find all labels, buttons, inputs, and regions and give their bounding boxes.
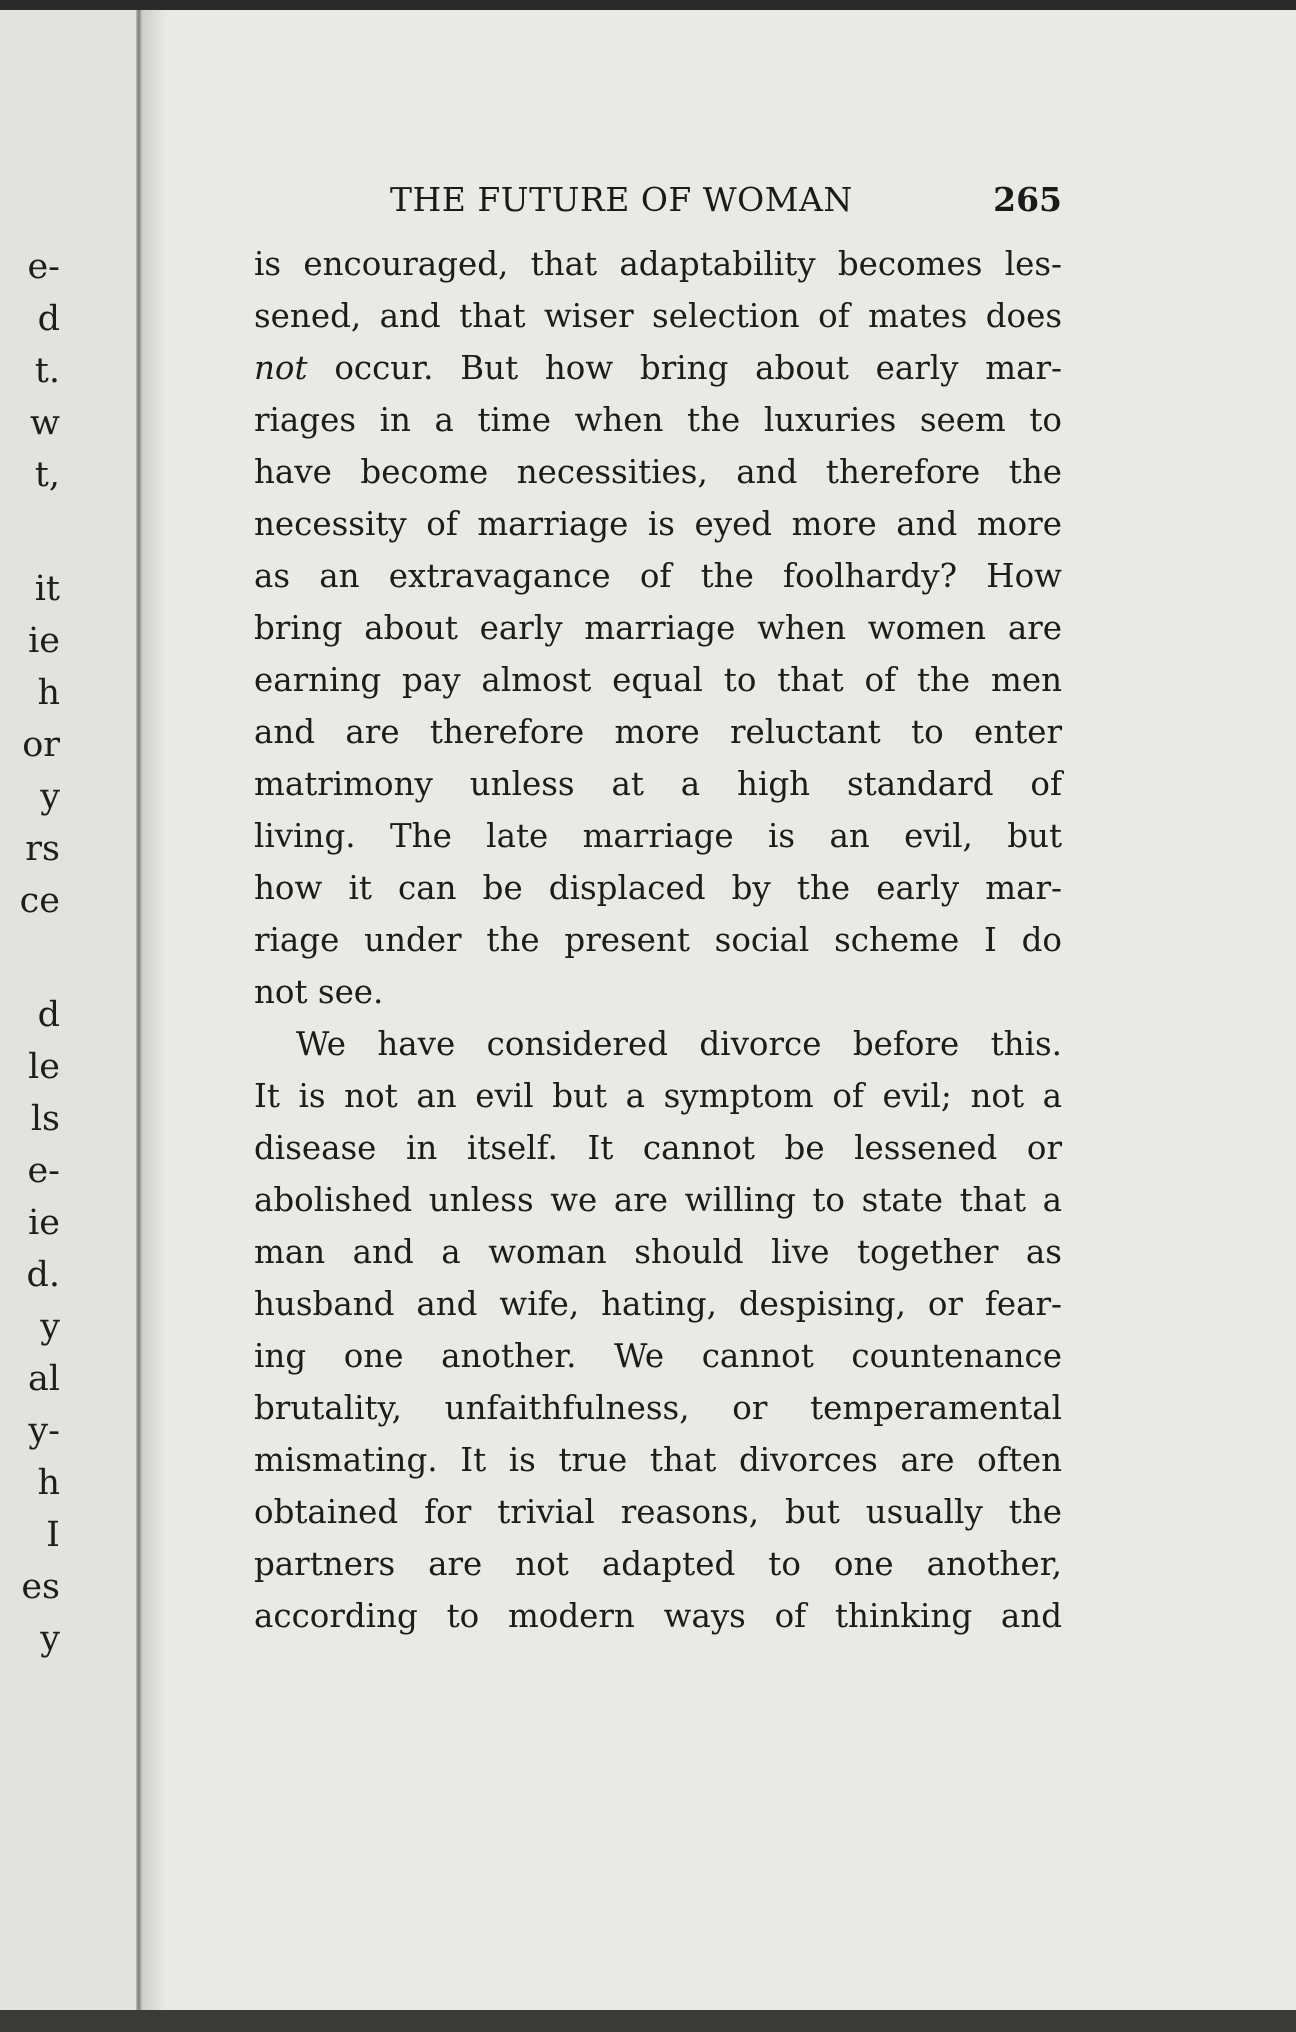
left-fragment: e- [27,247,60,287]
text-line-rest: occur. But how bring about early mar- [334,349,1062,387]
italic-word: not [254,349,308,387]
left-fragment: w [30,403,60,443]
left-fragment: h [37,1463,60,1503]
text-line: living. The late marriage is an evil, but [254,817,1062,855]
left-fragment: y [40,1307,60,1347]
running-head-title: THE FUTURE OF WOMAN [390,180,853,219]
text-line: earning pay almost equal to that of the men [254,661,1062,699]
page-number: 265 [993,180,1062,219]
left-fragment: e- [27,1151,60,1191]
text-line: mismating. It is true that divorces are often [254,1441,1062,1479]
left-fragment: or [22,725,60,765]
text-line: necessity of marriage is eyed more and more [254,505,1062,543]
text-line: abolished unless we are willing to state that a [254,1181,1062,1219]
left-fragment: ce [19,881,60,921]
left-fragment: d [37,299,60,339]
text-line: brutality, unfaithfulness, or temperamental [254,1389,1062,1427]
left-fragment: I [46,1515,60,1555]
text-line: sened, and that wiser selection of mates does [254,297,1062,335]
text-line: partners are not adapted to one another, [254,1545,1062,1583]
text-line: disease in itself. It cannot be lessened or [254,1129,1062,1167]
text-line: not see. [254,973,384,1011]
text-line: ing one another. We cannot countenance [254,1337,1062,1375]
left-fragment: es [21,1567,60,1607]
left-fragment: d. [26,1255,60,1295]
left-fragment: h [37,673,60,713]
left-fragment: d [37,995,60,1035]
left-fragment: it [34,569,60,609]
text-line: riage under the present social scheme I do [254,921,1062,959]
left-fragment: ls [30,1099,60,1139]
text-line: husband and wife, hating, despising, or fear- [254,1285,1062,1323]
spine-shadow [142,10,166,2010]
left-fragment: ie [28,621,60,661]
left-fragment: y- [28,1411,60,1451]
text-line: bring about early marriage when women are [254,609,1062,647]
text-line: how it can be displaced by the early mar- [254,869,1062,907]
text-line: matrimony unless at a high standard of [254,765,1062,803]
text-line: It is not an evil but a symptom of evil; not a [254,1077,1062,1115]
text-line: is encouraged, that adaptability becomes les- [254,245,1062,283]
text-line: man and a woman should live together as [254,1233,1062,1271]
left-fragment: al [27,1359,60,1399]
scan-bottom-edge [0,2010,1296,2032]
scan-top-edge [0,0,1296,10]
text-line: have become necessities, and therefore the [254,453,1062,491]
left-fragment: rs [25,829,60,869]
text-line: riages in a time when the luxuries seem to [254,401,1062,439]
left-fragment: y [40,777,60,817]
text-line: according to modern ways of thinking and [254,1597,1062,1635]
text-line: as an extravagance of the foolhardy? How [254,557,1062,595]
left-fragment: t, [34,455,60,495]
text-line: obtained for trivial reasons, but usually the [254,1493,1062,1531]
left-fragment: ie [28,1203,60,1243]
left-page [0,10,140,2010]
text-line [254,349,1062,387]
text-line: and are therefore more reluctant to enter [254,713,1062,751]
left-fragment: t. [34,351,60,391]
left-fragment: le [28,1047,60,1087]
left-fragment: y [40,1619,60,1659]
text-line: We have considered divorce before this. [296,1025,1062,1063]
